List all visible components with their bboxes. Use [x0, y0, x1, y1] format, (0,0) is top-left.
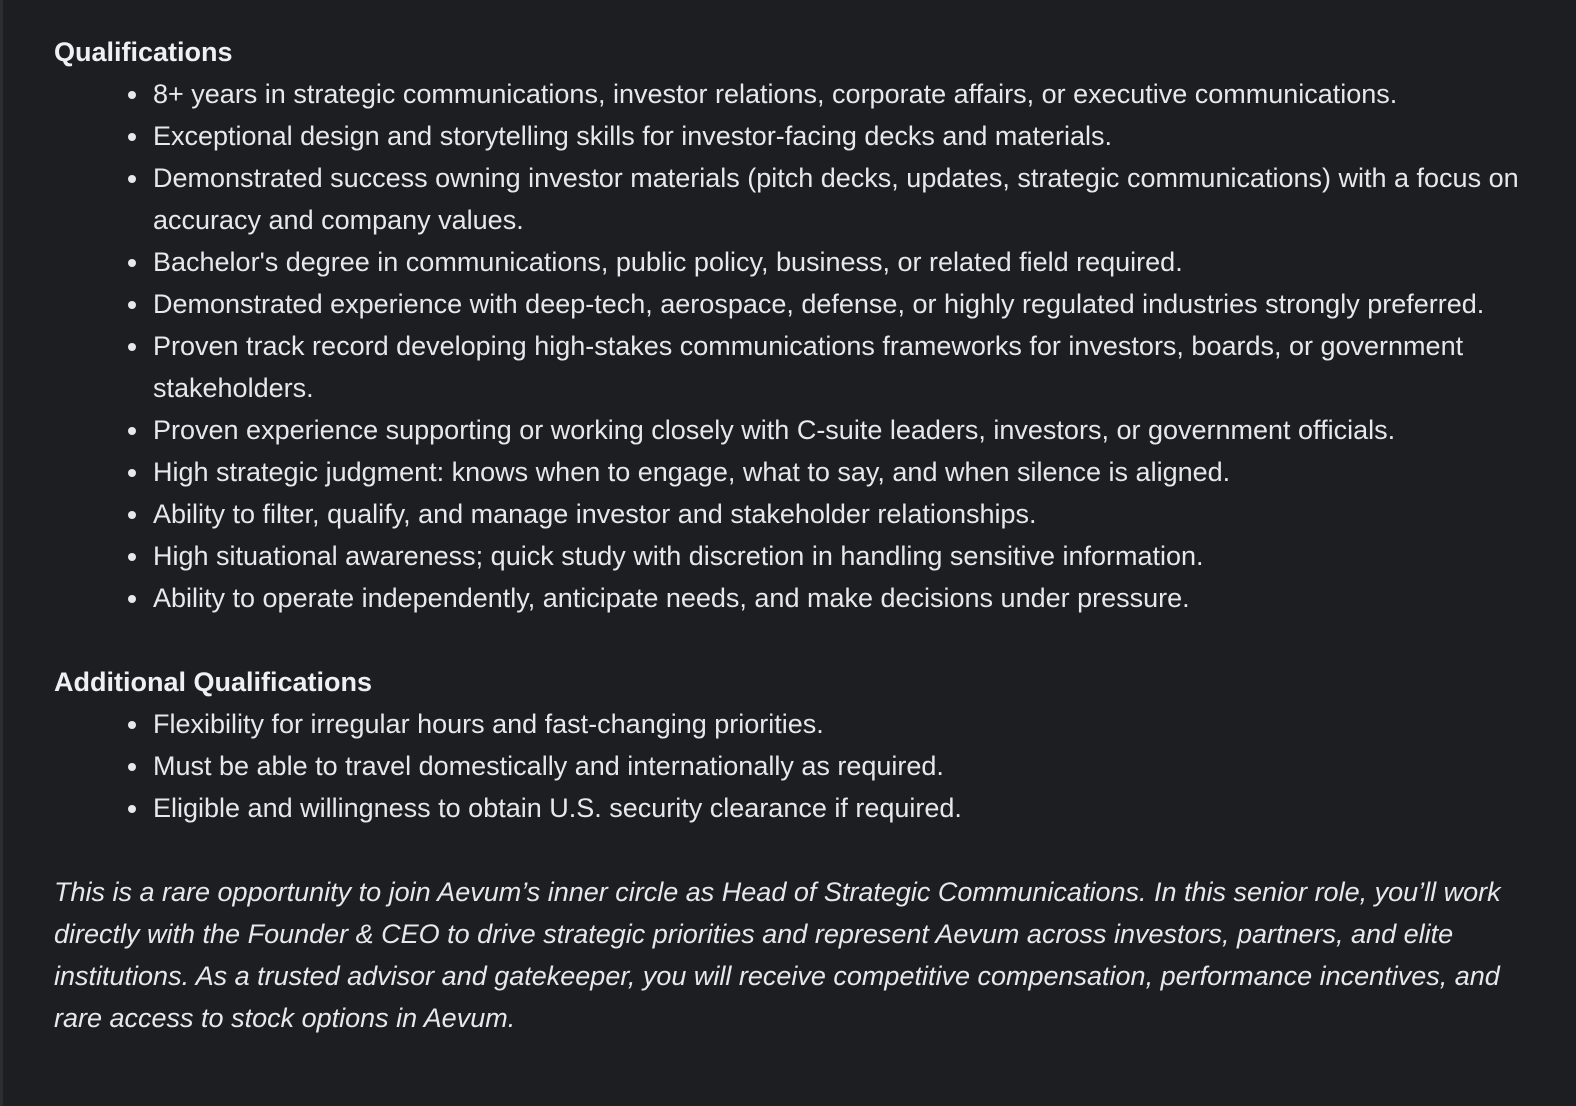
bullet-icon [128, 763, 136, 771]
list-item [153, 115, 1554, 157]
list-item-text: Ability to filter, qualify, and manage investor and stakeholder relationships. [153, 499, 1037, 529]
list-item-text: Proven experience supporting or working closely with C-suite leaders, investors, or government officials. [153, 415, 1396, 445]
list-item [153, 325, 1554, 409]
list-item-text: 8+ years in strategic communications, investor relations, corporate affairs, or executive communications. [153, 79, 1398, 109]
bullet-icon [128, 301, 136, 309]
bullet-icon [128, 595, 136, 603]
list-item [153, 745, 1554, 787]
bullet-icon [128, 427, 136, 435]
list-item [153, 283, 1554, 325]
additional-qualifications-list [54, 703, 1554, 829]
bullet-icon [128, 175, 136, 183]
left-edge-divider [0, 0, 3, 1106]
qualifications-heading: Qualifications [54, 37, 233, 67]
list-item-text: High situational awareness; quick study with discretion in handling sensitive information. [153, 541, 1204, 571]
section-spacer [54, 829, 1554, 871]
list-item-text: Eligible and willingness to obtain U.S. security clearance if required. [153, 793, 962, 823]
list-item [153, 409, 1554, 451]
list-item [153, 241, 1554, 283]
closing-paragraph: This is a rare opportunity to join Aevum’s inner circle as Head of Strategic Communications. In this senior role, you’ll work directly with the Founder & CEO to drive strategic priorities and represent Aevum across investors, partners, and elite institutions. As a trusted advisor and gatekeeper, you will receive competitive compensation, performance incentives, and rare access to stock options in Aevum. [54, 877, 1501, 1033]
section-spacer [54, 619, 1554, 661]
bullet-icon [128, 511, 136, 519]
bullet-icon [128, 805, 136, 813]
bullet-icon [128, 553, 136, 561]
list-item-text: Ability to operate independently, anticipate needs, and make decisions under pressure. [153, 583, 1190, 613]
bullet-icon [128, 259, 136, 267]
qualifications-list [54, 73, 1554, 619]
list-item-text: Demonstrated experience with deep-tech, aerospace, defense, or highly regulated industries strongly preferred. [153, 289, 1485, 319]
list-item-text: Demonstrated success owning investor materials (pitch decks, updates, strategic communications) with a focus on accuracy and company values. [153, 163, 1519, 235]
list-item-text: Proven track record developing high-stakes communications frameworks for investors, boards, or government stakeholders. [153, 331, 1464, 403]
list-item-text: Must be able to travel domestically and internationally as required. [153, 751, 944, 781]
list-item [153, 73, 1554, 115]
list-item-text: Exceptional design and storytelling skills for investor-facing decks and materials. [153, 121, 1112, 151]
document-body [54, 31, 1554, 1039]
bullet-icon [128, 343, 136, 351]
bullet-icon [128, 91, 136, 99]
list-item-text: Bachelor's degree in communications, public policy, business, or related field required. [153, 247, 1183, 277]
additional-qualifications-heading: Additional Qualifications [54, 667, 373, 697]
bullet-icon [128, 133, 136, 141]
list-item [153, 703, 1554, 745]
list-item [153, 577, 1554, 619]
list-item [153, 157, 1554, 241]
list-item [153, 451, 1554, 493]
bullet-icon [128, 469, 136, 477]
list-item-text: High strategic judgment: knows when to engage, what to say, and when silence is aligned. [153, 457, 1231, 487]
list-item [153, 535, 1554, 577]
list-item [153, 493, 1554, 535]
bullet-icon [128, 721, 136, 729]
list-item [153, 787, 1554, 829]
list-item-text: Flexibility for irregular hours and fast-changing priorities. [153, 709, 824, 739]
